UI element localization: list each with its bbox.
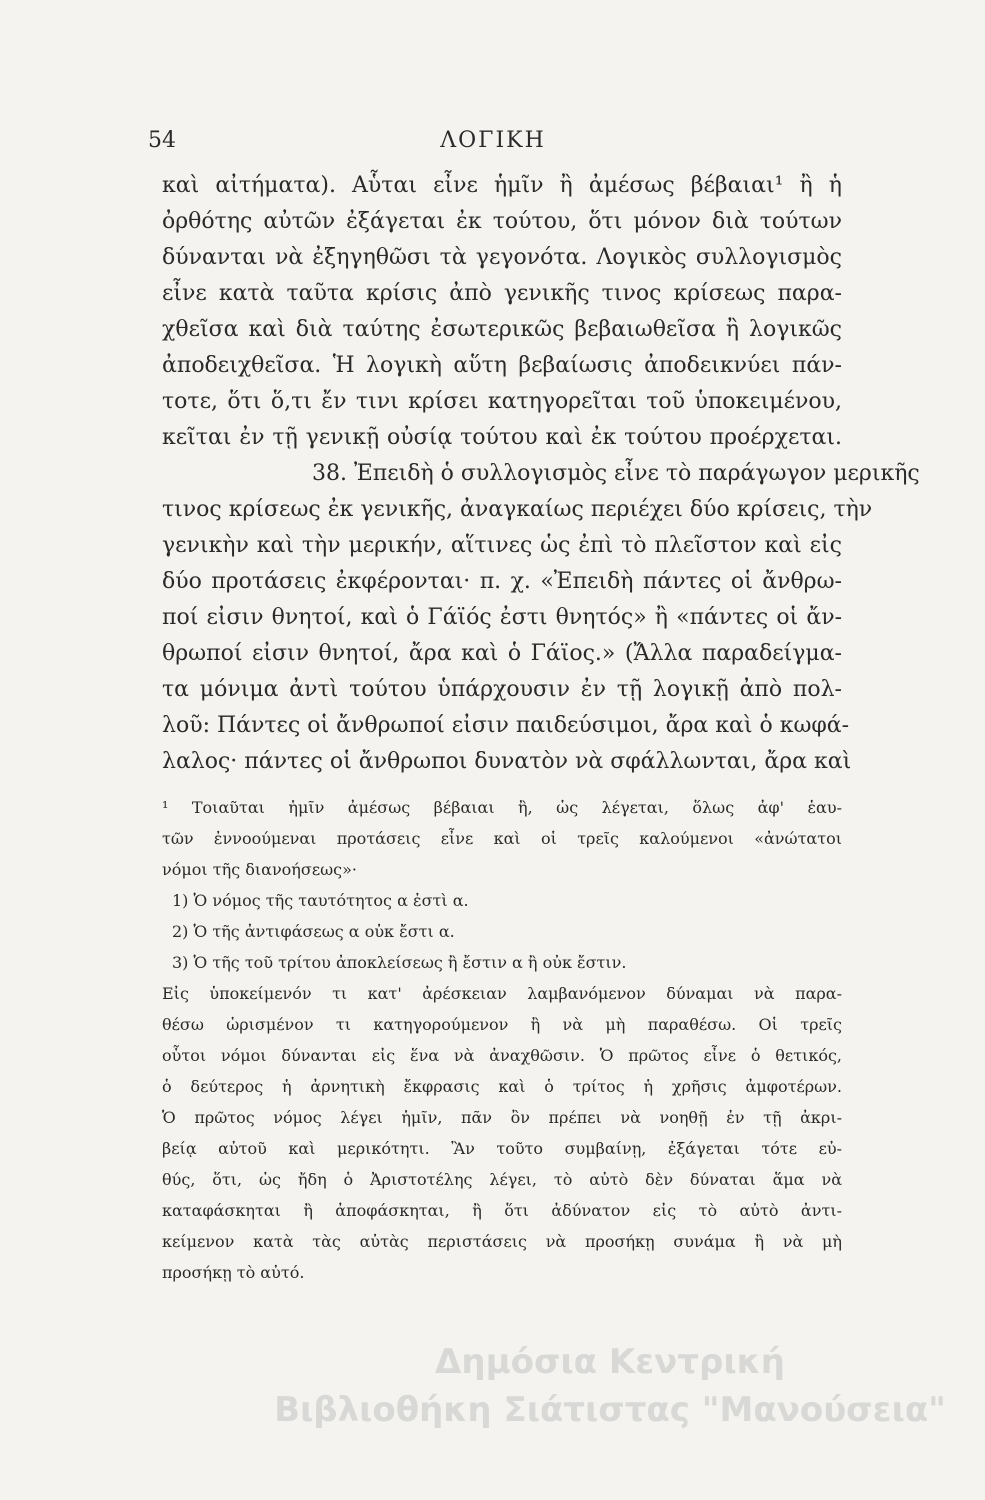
text-line: ποί εἰσιν θνητοί, καὶ ὁ Γάϊός ἐστι θνητός» ἢ «πάντες οἱ ἄν- <box>162 605 842 630</box>
page-number: 54 <box>148 128 176 153</box>
text-line: καὶ αἰτήματα). Αὗται εἶνε ἡμῖν ἢ ἀμέσως βέβαιαι¹ ἢ ἡ <box>162 173 842 198</box>
footnote-line: οὗτοι νόμοι δύνανται εἰς ἕνα νὰ ἀναχθῶσιν. Ὁ πρῶτος εἶνε ὁ θετικός, <box>162 1046 842 1065</box>
text-line: λοῦ: Πάντες οἱ ἄνθρωποί εἰσιν παιδεύσιμοι, ἄρα καὶ ὁ κωφά- <box>162 713 850 738</box>
library-watermark-line-1: Δημόσια Κεντρική <box>435 1342 785 1382</box>
footnote-line: προσήκῃ τὸ αὐτό. <box>162 1263 305 1282</box>
text-line: λαλος· πάντες οἱ ἄνθρωποι δυνατὸν νὰ σφάλλωνται, ἄρα καὶ <box>162 749 852 774</box>
footnote-line: Εἰς ὑποκείμενόν τι κατ' ἀρέσκειαν λαμβανόμενον δύναμαι νὰ παρα- <box>162 984 842 1003</box>
footnote-line: κείμενον κατὰ τὰς αὐτὰς περιστάσεις νὰ προσήκῃ συνάμα ἢ νὰ μὴ <box>162 1232 842 1251</box>
library-watermark-line-2: Βιβλιοθήκη Σιάτιστας "Μανούσεια" <box>274 1390 946 1430</box>
text-line: τοτε, ὅτι ὅ,τι ἔν τινι κρίσει κατηγορεῖται τοῦ ὑποκειμένου, <box>162 389 842 414</box>
page-header <box>148 128 838 158</box>
text-line: γενικὴν καὶ τὴν μερικήν, αἵτινες ὡς ἐπὶ τὸ πλεῖστον καὶ εἰς <box>162 533 842 558</box>
footnotes <box>162 792 842 1288</box>
footnote-rule-3: 3) Ὁ τῆς τοῦ τρίτου ἀποκλείσεως ἢ ἔστιν α ἢ οὐκ ἔστιν. <box>172 953 627 972</box>
text-line: ἀποδειχθεῖσα. Ἡ λογικὴ αὕτη βεβαίωσις ἀποδεικνύει πάν- <box>162 353 842 378</box>
text-line: τα μόνιμα ἀντὶ τούτου ὑπάρχουσιν ἐν τῇ λογικῇ ἀπὸ πολ- <box>162 677 842 702</box>
footnote-line: βείᾳ αὐτοῦ καὶ μερικότητι. Ἂν τοῦτο συμβαίνῃ, ἐξάγεται τότε εὐ- <box>162 1139 842 1158</box>
footnote-line: καταφάσκηται ἢ ἀποφάσκηται, ἢ ὅτι ἀδύνατον εἰς τὸ αὐτὸ ἀντι- <box>162 1201 842 1220</box>
footnote-line: θύς, ὅτι, ὡς ἤδη ὁ Ἀριστοτέλης λέγει, τὸ αὐτὸ δὲν δύναται ἅμα νὰ <box>162 1170 842 1189</box>
footnote-line: ¹ Τοιαῦται ἡμῖν ἀμέσως βέβαιαι ἢ, ὡς λέγεται, ὅλως ἀφ' ἑαυ- <box>162 798 842 817</box>
footnote-line: νόμοι τῆς διανοήσεως»· <box>162 860 357 879</box>
text-line: δύο προτάσεις ἐκφέρονται· π. χ. «Ἐπειδὴ πάντες οἱ ἄνθρω- <box>162 569 842 594</box>
footnote-line: τῶν ἐννοούμεναι προτάσεις εἶνε καὶ οἱ τρεῖς καλούμενοι «ἀνώτατοι <box>162 829 842 848</box>
footnote-line: ὁ δεύτερος ἡ ἀρνητικὴ ἔκφρασις καὶ ὁ τρίτος ἡ χρῆσις ἀμφοτέρων. <box>162 1077 842 1096</box>
footnote-line: θέσω ὡρισμένον τι κατηγορούμενον ἢ νὰ μὴ παραθέσω. Οἱ τρεῖς <box>162 1015 842 1034</box>
text-line: ὀρθότης αὐτῶν ἐξάγεται ἐκ τούτου, ὅτι μόνον διὰ τούτων <box>162 209 842 234</box>
text-line: χθεῖσα καὶ διὰ ταύτης ἐσωτερικῶς βεβαιωθεῖσα ἢ λογικῶς <box>162 317 842 342</box>
footnote-line: Ὁ πρῶτος νόμος λέγει ἡμῖν, πᾶν ὂν πρέπει νὰ νοηθῇ ἐν τῇ ἀκρι- <box>162 1108 842 1127</box>
text-line: θρωποί εἰσιν θνητοί, ἄρα καὶ ὁ Γάϊος.» (Ἄλλα παραδείγμα- <box>162 641 842 666</box>
footnote-rule-1: 1) Ὁ νόμος τῆς ταυτότητος α ἐστὶ α. <box>172 891 469 910</box>
text-line: κεῖται ἐν τῇ γενικῇ οὐσίᾳ τούτου καὶ ἐκ τούτου προέρχεται. <box>162 425 842 450</box>
footnote-rule-2: 2) Ὁ τῆς ἀντιφάσεως α οὐκ ἔστι α. <box>172 922 455 941</box>
text-line: τινος κρίσεως ἐκ γενικῆς, ἀναγκαίως περιέχει δύο κρίσεις, τὴν <box>162 497 873 522</box>
running-title: ΛΟΓΙΚΗ <box>440 128 546 153</box>
section-38-start: 38. Ἐπειδὴ ὁ συλλογισμὸς εἶνε τὸ παράγωγον μερικῆς <box>312 461 920 486</box>
text-line: εἶνε κατὰ ταῦτα κρίσις ἀπὸ γενικῆς τινος κρίσεως παρα- <box>162 281 842 306</box>
main-text <box>162 168 920 780</box>
text-line: δύνανται νὰ ἐξηγηθῶσι τὰ γεγονότα. Λογικὸς συλλογισμὸς <box>162 245 842 270</box>
